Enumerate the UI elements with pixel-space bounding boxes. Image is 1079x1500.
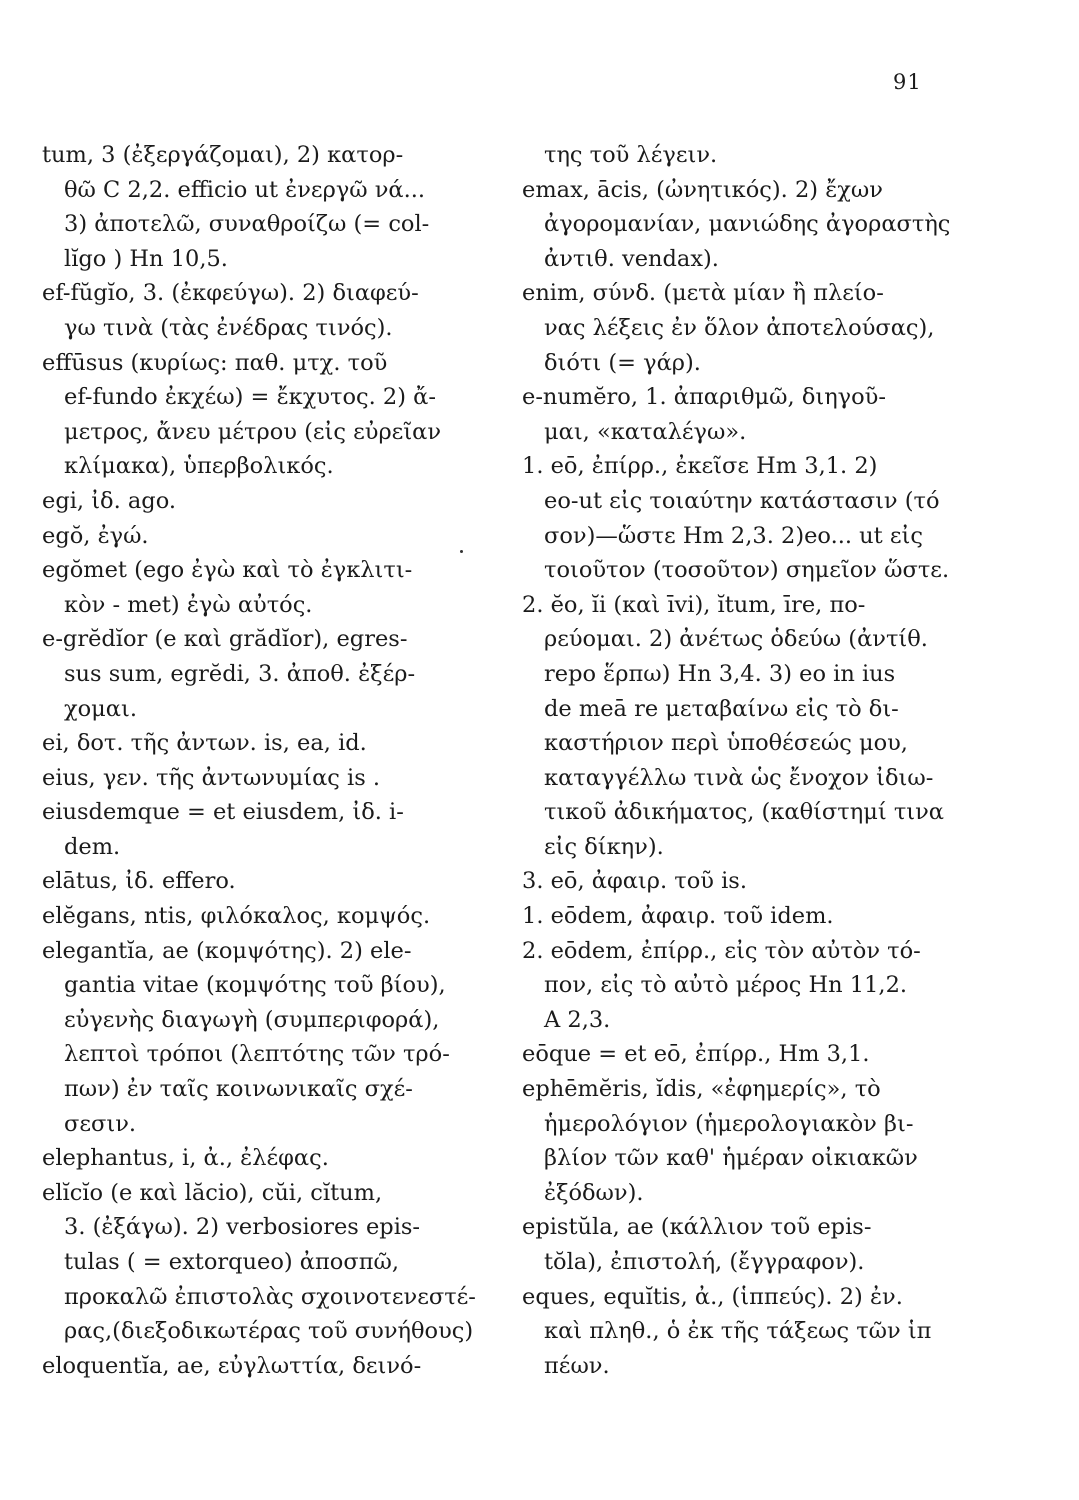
right-line: καστήριον περὶ ὑποθέσεώς μου, bbox=[544, 730, 908, 757]
left-line: κὸν - met) ἐγὼ αὐτός. bbox=[64, 591, 313, 618]
right-line: εἰς δίκην). bbox=[544, 833, 664, 860]
right-line: eques, equĭtis, ἀ., (ἱππεύς). 2) ἐν. bbox=[522, 1283, 903, 1310]
left-column bbox=[42, 138, 512, 1383]
right-line: de meā re μεταβαίνω εἰς τὸ δι- bbox=[544, 695, 899, 722]
right-line: της τοῦ λέγειν. bbox=[544, 142, 718, 168]
right-line: ρεύομαι. 2) ἀνέτως ὁδεύω (ἀντίθ. bbox=[544, 626, 928, 653]
right-column bbox=[522, 138, 992, 1383]
left-line: lĭgo ) Hn 10,5. bbox=[64, 245, 228, 272]
right-line: ἀγορομανίαν, μανιώδης ἀγοραστὴς bbox=[544, 211, 951, 238]
right-line: repo ἕρπω) Hn 3,4. 3) eo in ius bbox=[544, 660, 896, 687]
right-line: σον)—ὥστε Hm 2,3. 2)eo... ut εἰς bbox=[544, 522, 923, 549]
left-line: elĭcĭo (e καὶ lăcio), cŭi, cĭtum, bbox=[42, 1179, 383, 1206]
right-line: eōque = et eō, ἐπίρρ., Hm 3,1. bbox=[522, 1041, 870, 1068]
right-line: tŏla), ἐπιστολή, (ἔγγραφον). bbox=[544, 1249, 865, 1275]
left-line: elegantĭa, ae (κομψότης). 2) ele- bbox=[42, 937, 412, 964]
right-line: A 2,3. bbox=[544, 1006, 611, 1033]
left-line: gantia vitae (κομψότης τοῦ βίου), bbox=[64, 972, 446, 999]
right-line: 3. eō, ἀφαιρ. τοῦ is. bbox=[522, 868, 747, 895]
right-line: eo-ut εἰς τοιαύτην κατάστασιν (τό bbox=[544, 487, 940, 514]
left-line: elātus, ἰδ. effero. bbox=[42, 868, 236, 895]
left-line: εὐγενὴς διαγωγὴ (συμπεριφορά), bbox=[64, 1006, 440, 1033]
right-line: 1. eōdem, ἀφαιρ. τοῦ idem. bbox=[522, 903, 834, 930]
right-line: emax, ācis, (ὠνητικός). 2) ἔχων bbox=[522, 176, 883, 203]
left-line: σεσιν. bbox=[64, 1110, 137, 1137]
right-line: νας λέξεις ἐν ὅλον ἀποτελούσας), bbox=[544, 314, 935, 341]
left-line: eloquentĭa, ae, εὐγλωττία, δεινό- bbox=[42, 1352, 422, 1379]
right-line: βλίον τῶν καθ' ἡμέραν οἰκιακῶν bbox=[544, 1145, 918, 1172]
left-line: προκαλῶ ἐπιστολὰς σχοινοτενεστέ- bbox=[64, 1283, 476, 1310]
left-line: μετρος, ἄνευ μέτρου (εἰς εὐρεῖαν bbox=[64, 418, 442, 445]
right-line: e-numĕro, 1. ἀπαριθμῶ, διηγοῦ- bbox=[522, 384, 886, 411]
left-line: 3) ἀποτελῶ, συναθροίζω (= col- bbox=[64, 211, 430, 238]
left-line: eius, γεν. τῆς ἀντωνυμίας is . bbox=[42, 764, 381, 791]
left-line: egŏ, ἐγώ. bbox=[42, 522, 149, 549]
right-line: διότι (= γάρ). bbox=[544, 349, 701, 376]
right-line: τοιοῦτον (τοσοῦτον) σημεῖον ὥστε. bbox=[544, 557, 950, 584]
right-line: καὶ πληθ., ὁ ἐκ τῆς τάξεως τῶν ἱπ bbox=[544, 1318, 932, 1345]
right-line: καταγγέλλω τινὰ ὡς ἔνοχον ἰδιω- bbox=[544, 764, 934, 791]
left-line: κλίμακα), ὑπερβολικός. bbox=[64, 453, 334, 480]
right-line: ἡμερολόγιον (ἡμερολογιακὸν βι- bbox=[544, 1110, 914, 1137]
left-line: 3. (ἐξάγω). 2) verbosiores epis- bbox=[64, 1214, 421, 1241]
left-line: tulas ( = extorqueo) ἀποσπῶ, bbox=[64, 1249, 399, 1275]
right-line: ephēmĕris, ĭdis, «ἐφημερίς», τὸ bbox=[522, 1076, 881, 1103]
left-line: e-grĕdĭor (e καὶ grădĭor), egres- bbox=[42, 626, 408, 653]
left-line: ρας,(διεξοδικωτέρας τοῦ συνήθους) bbox=[64, 1318, 474, 1345]
left-line: eiusdemque = et eiusdem, ἰδ. i- bbox=[42, 799, 404, 826]
left-line: effūsus (κυρίως: παθ. μτχ. τοῦ bbox=[42, 349, 388, 376]
left-line: χομαι. bbox=[64, 695, 137, 722]
left-line: sus sum, egrĕdi, 3. ἀποθ. ἐξέρ- bbox=[64, 660, 416, 687]
left-line: dem. bbox=[64, 833, 121, 860]
right-line: 2. eōdem, ἐπίρρ., εἰς τὸν αὐτὸν τό- bbox=[522, 937, 921, 964]
right-line: τικοῦ ἀδικήματος, (καθίστημί τινα bbox=[544, 799, 944, 826]
left-line: egi, ἰδ. ago. bbox=[42, 487, 177, 514]
right-line: μαι, «καταλέγω». bbox=[544, 418, 747, 445]
left-line: elĕgans, ntis, φιλόκαλος, κομψός. bbox=[42, 903, 431, 930]
page-number: 91 bbox=[893, 70, 922, 94]
right-line: enim, σύνδ. (μετὰ μίαν ἢ πλείο- bbox=[522, 280, 884, 307]
left-line: ef-fŭgĭo, 3. (ἐκφεύγω). 2) διαφεύ- bbox=[42, 280, 419, 307]
right-line: 1. eō, ἐπίρρ., ἐκεῖσε Hm 3,1. 2) bbox=[522, 453, 878, 480]
left-line: tum, 3 (ἐξεργάζομαι), 2) κατορ- bbox=[42, 142, 404, 168]
right-line: epistŭla, ae (κάλλιον τοῦ epis- bbox=[522, 1214, 872, 1241]
right-line: πέων. bbox=[544, 1352, 610, 1379]
right-line: πον, εἰς τὸ αὐτὸ μέρος Hn 11,2. bbox=[544, 972, 908, 999]
left-line: ef-fundo ἐκχέω) = ἔκχυτος. 2) ἄ- bbox=[64, 384, 436, 411]
left-line: γω τινὰ (τὰς ἐνέδρας τινός). bbox=[64, 314, 393, 341]
left-line: θῶ C 2,2. efficio ut ἐνεργῶ νά... bbox=[64, 176, 426, 203]
left-line: egŏmet (ego ἐγὼ καὶ τὸ ἐγκλιτι- bbox=[42, 557, 413, 584]
right-line: ἀντιθ. vendax). bbox=[544, 245, 719, 272]
right-line: ἐξόδων). bbox=[544, 1179, 644, 1206]
left-line: elephantus, i, ἀ., ἐλέφας. bbox=[42, 1145, 329, 1172]
right-line: 2. ĕo, ĭi (καὶ īvi), ĭtum, īre, πο- bbox=[522, 591, 866, 618]
left-line: ei, δοτ. τῆς ἀντων. is, ea, id. bbox=[42, 730, 367, 757]
left-line: λεπτοὶ τρόποι (λεπτότης τῶν τρό- bbox=[64, 1041, 450, 1068]
left-line: πων) ἐν ταῖς κοινωνικαῖς σχέ- bbox=[64, 1076, 413, 1103]
